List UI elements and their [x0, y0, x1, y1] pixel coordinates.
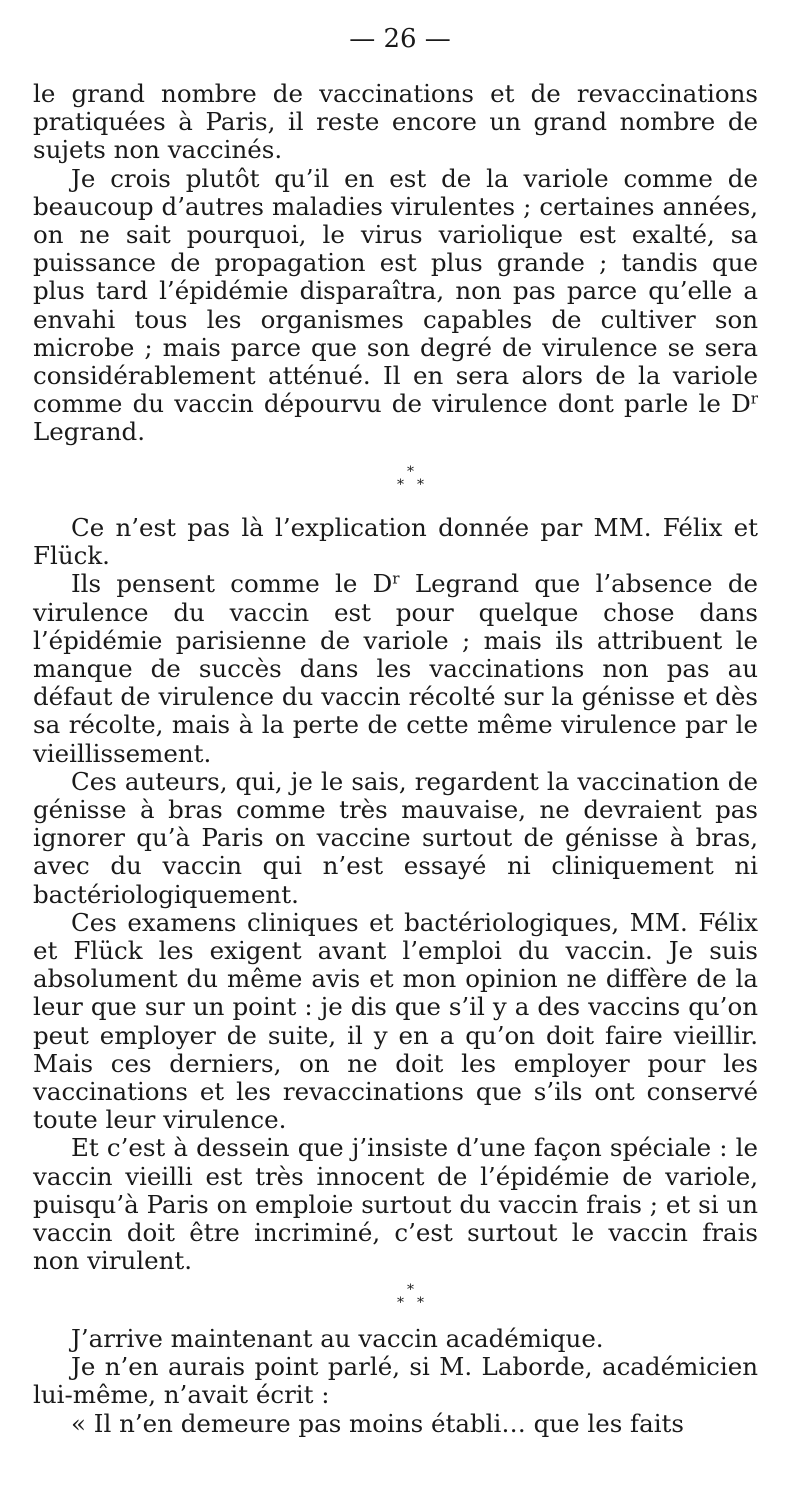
asterism-star-right: * — [417, 1295, 424, 1311]
paragraph-dessein: Et c’est à dessein que j’insiste d’une façon spéciale : le vaccin vieilli est très innocent de l’épidémie de variole, puisqu’à Paris on emploie surtout du vaccin frais ; et si un vaccin doit être incriminé, c’est surtout le vaccin frais non virulent. — [33, 1133, 758, 1276]
paragraph-laborde: Je n’en aurais point parlé, si M. Laborde, académicien lui-même, n’avait écrit : — [33, 1352, 758, 1410]
paragraph-legrand — [33, 570, 758, 767]
paragraph-felix-fluck: Ce n’est pas là l’explication donnée par MM. Félix et Flück. — [33, 513, 758, 571]
paragraph-variole-end: Legrand. — [33, 417, 146, 447]
doctor-title-sup: r — [750, 389, 758, 408]
section-2 — [33, 514, 758, 1275]
paragraph-variole — [33, 165, 758, 447]
paragraph-variole-text: Je crois plutôt qu’il en est de la variole comme de beaucoup d’autres maladies virulentes ; certaines années, on ne sait pourquoi, le virus variolique est exalté, sa puissance de propagation est plus grande ; tandis que plus tard l’épidémie disparaîtra, non pas parce qu’elle a envahi tous les organismes capables de cultiver son microbe ; mais parce que son degré de virulence se sera considérablement atténué. Il en sera alors de la variole comme du vaccin dépourvu de virulence dont parle le — [33, 163, 758, 419]
asterism-star-left: * — [397, 477, 404, 493]
doctor-title-sup-2: r — [392, 570, 400, 589]
doctor-title: D — [731, 389, 751, 419]
paragraph-legrand-start: Ils pensent comme le — [71, 569, 373, 599]
doctor-title-2: D — [372, 569, 393, 599]
paragraph-examens: Ces examens cliniques et bactériologiques, MM. Félix et Flück les exigent avant l’emploi du vaccin. Je suis absolument du même avis et mon opinion ne diffère de la leur que sur un point : je dis que s’il y a des vaccins qu’on peut employer de suite, il y en a qu’on doit faire vieillir. Mais ces derniers, on ne doit les employer pour les vaccinations et les revaccinations que s’ils ont conservé toute leur virulence. — [33, 907, 758, 1135]
page-number: — 26 — — [349, 24, 451, 54]
paragraph-auteurs: Ces auteurs, qui, je le sais, regardent la vaccination de génisse à bras comme très mauvaise, ne devraient pas ignorer qu’à Paris on vaccine surtout de génisse à bras, avec du vaccin qui n’est essayé ni cliniquement ni bactériologiquement. — [33, 766, 758, 909]
asterism-divider-1 — [392, 465, 432, 495]
paragraph-legrand-rest: Legrand que l’absence de virulence du vaccin est pour quelque chose dans l’épidémie parisienne de variole ; mais ils attribuent le manque de succès dans les vaccinations non pas au défaut de virulence du vaccin récolté sur la génisse et dès sa récolte, mais à la perte de cette même virulence par le vieillissement. — [33, 569, 759, 768]
asterism-star-top: * — [407, 464, 414, 480]
paragraph-quote: « Il n’en demeure pas moins établi… que les faits — [71, 1408, 684, 1438]
section-3 — [33, 1325, 758, 1438]
asterism-divider-2 — [392, 1283, 432, 1313]
paragraph-continuation: le grand nombre de vaccinations et de revaccinations pratiquées à Paris, il reste encore un grand nombre de sujets non vaccinés. — [33, 79, 758, 165]
asterism-star-left: * — [397, 1295, 404, 1311]
asterism-star-top: * — [407, 1282, 414, 1298]
asterism-star-right: * — [417, 477, 424, 493]
paragraph-vaccin-academique: J’arrive maintenant au vaccin académique. — [71, 1324, 604, 1353]
section-1 — [33, 80, 758, 447]
